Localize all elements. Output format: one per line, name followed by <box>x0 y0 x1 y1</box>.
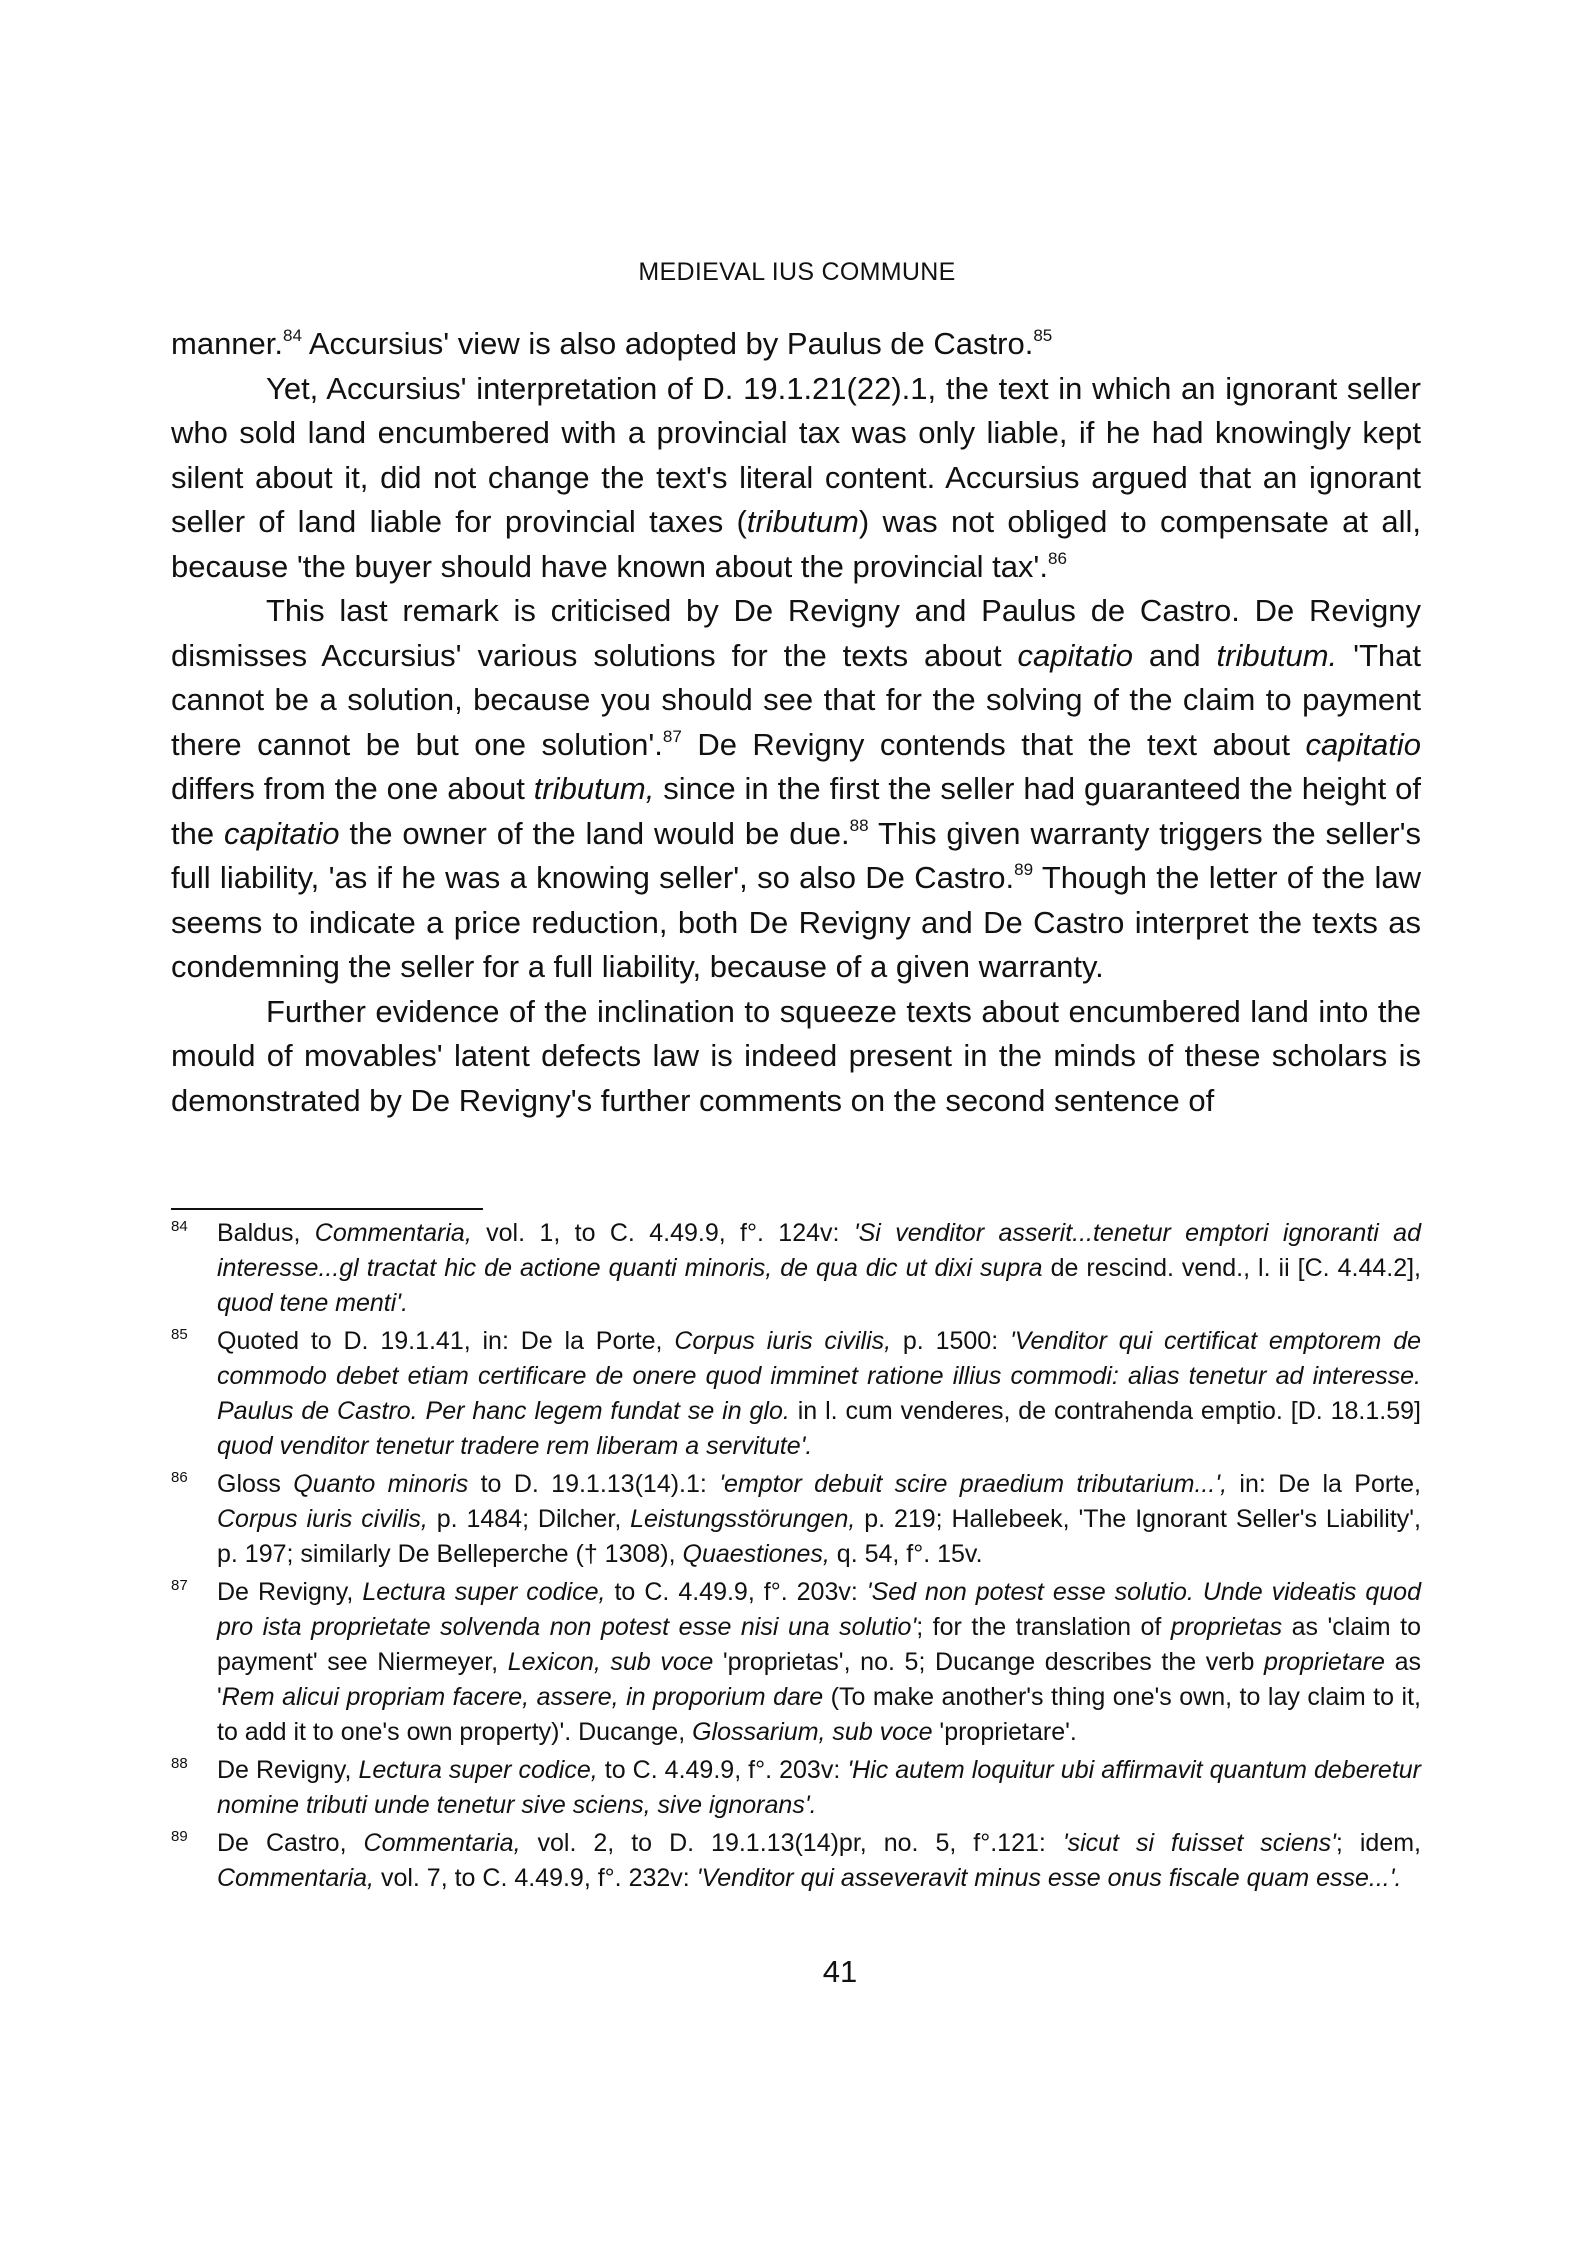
footnote-number: 86 <box>171 1469 188 1486</box>
footnotes <box>171 1216 1421 1899</box>
footnote-text: Gloss Quanto minoris to D. 19.1.13(14).1: 'emptor debuit scire praedium tributarium...', in: De la Porte, Corpus iuris civilis, p. 1484; Dilcher, Leistungsstörungen, p. 219; Hallebeek, 'The Ignorant Seller's Liability', p. 197; similarly De Belleperche († 1308), Quaestiones, q. 54, f°. 15v. <box>217 1470 1422 1568</box>
body-paragraph: This last remark is criticised by De Revigny and Paulus de Castro. De Revigny dismisses Accursius' various solutions for the texts about capitatio and tributum. 'That cannot be a solution, because you should see that for the solving of the claim to payment there cannot be but one solution'.$^{87}$ De Revigny contends that the text about capitatio differs from the one about tributum, since in the first the seller had guaranteed the height of the capitatio the owner of the land would be due.$^{88}$ This given warranty triggers the seller's full liability, 'as if he was a knowing seller', so also De Castro.$^{89}$ Though the letter of the law seems to indicate a price reduction, both De Revigny and De Castro interpret the texts as condemning the seller for a full liability, because of a given warranty. <box>171 593 1422 984</box>
body-paragraph: Further evidence of the inclination to squeeze texts about encumbered land into the mould of movables' latent defects law is indeed present in the minds of these scholars is demonstrated by De Revigny's further comments on the second sentence of <box>171 993 1421 1118</box>
footnote-text: De Castro, Commentaria, vol. 2, to D. 19.1.13(14)pr, no. 5, f°.121: 'sicut si fuisset sciens'; idem, Commentaria, vol. 7, to C. 4.49.9, f°. 232v: 'Venditor qui asseveravit minus esse onus fiscale quam esse...'. <box>217 1829 1421 1892</box>
footnote-number: 85 <box>171 1326 188 1343</box>
footnote-number: 87 <box>171 1577 188 1594</box>
running-head: MEDIEVAL IUS COMMUNE <box>638 258 956 286</box>
footnote <box>171 1324 1421 1464</box>
footnote-text: Baldus, Commentaria, vol. 1, to C. 4.49.9, f°. 124v: 'Si venditor asserit...tenetur emptori ignoranti ad interesse...gl tractat hic de actione quanti minoris, de qua dic ut dixi supra de rescind. vend., l. ii [C. 4.44.2], quod tene menti'. <box>217 1219 1421 1317</box>
footnote <box>171 1826 1421 1896</box>
body-paragraph: manner.$^{84}$ Accursius' view is also adopted by Paulus de Castro.$^{85}$ <box>171 326 1053 361</box>
page-number: 41 <box>822 1954 858 1989</box>
footnote-text: De Revigny, Lectura super codice, to C. 4.49.9, f°. 203v: 'Hic autem loquitur ubi affirmavit quantum deberetur nomine tributi unde tenetur sive sciens, sive ignorans'. <box>217 1756 1422 1819</box>
footnote <box>171 1467 1421 1572</box>
body-paragraph: Yet, Accursius' interpretation of D. 19.1.21(22).1, the text in which an ignorant seller who sold land encumbered with a provincial tax was only liable, if he had knowingly kept silent about it, did not change the text's literal content. Accursius argued that an ignorant seller of land liable for provincial taxes (tributum) was not obliged to compensate at all, because 'the buyer should have known about the provincial tax'.$^{86}$ <box>171 370 1421 584</box>
footnote <box>171 1575 1421 1750</box>
footnote <box>171 1753 1421 1823</box>
footnote-number: 88 <box>171 1755 188 1772</box>
footnote-separator <box>171 1208 483 1210</box>
body-text <box>171 322 1421 1123</box>
footnote-text: De Revigny, Lectura super codice, to C. 4.49.9, f°. 203v: 'Sed non potest esse solutio. Unde videatis quod pro ista proprietate solvenda non potest esse nisi una solutio'; for the translation of proprietas as 'claim to payment' see Niermeyer, Lexicon, sub voce 'proprietas', no. 5; Ducange describes the verb proprietare as 'Rem alicui propriam facere, assere, in proporium dare (To make another's thing one's own, to lay claim to it, to add it to one's own property)'. Ducange, Glossarium, sub voce 'proprietare'. <box>217 1578 1422 1746</box>
footnote-number: 89 <box>171 1828 188 1845</box>
footnote <box>171 1216 1421 1321</box>
footnote-number: 84 <box>171 1218 188 1235</box>
footnote-text: Quoted to D. 19.1.41, in: De la Porte, Corpus iuris civilis, p. 1500: 'Venditor qui certificat emptorem de commodo debet etiam certificare de onere quod imminet ratione illius commodi: alias tenetur ad interesse. Paulus de Castro. Per hanc legem fundat se in glo. in l. cum venderes, de contrahenda emptio. [D. 18.1.59] quod venditor tenetur tradere rem liberam a servitute'. <box>217 1327 1422 1460</box>
